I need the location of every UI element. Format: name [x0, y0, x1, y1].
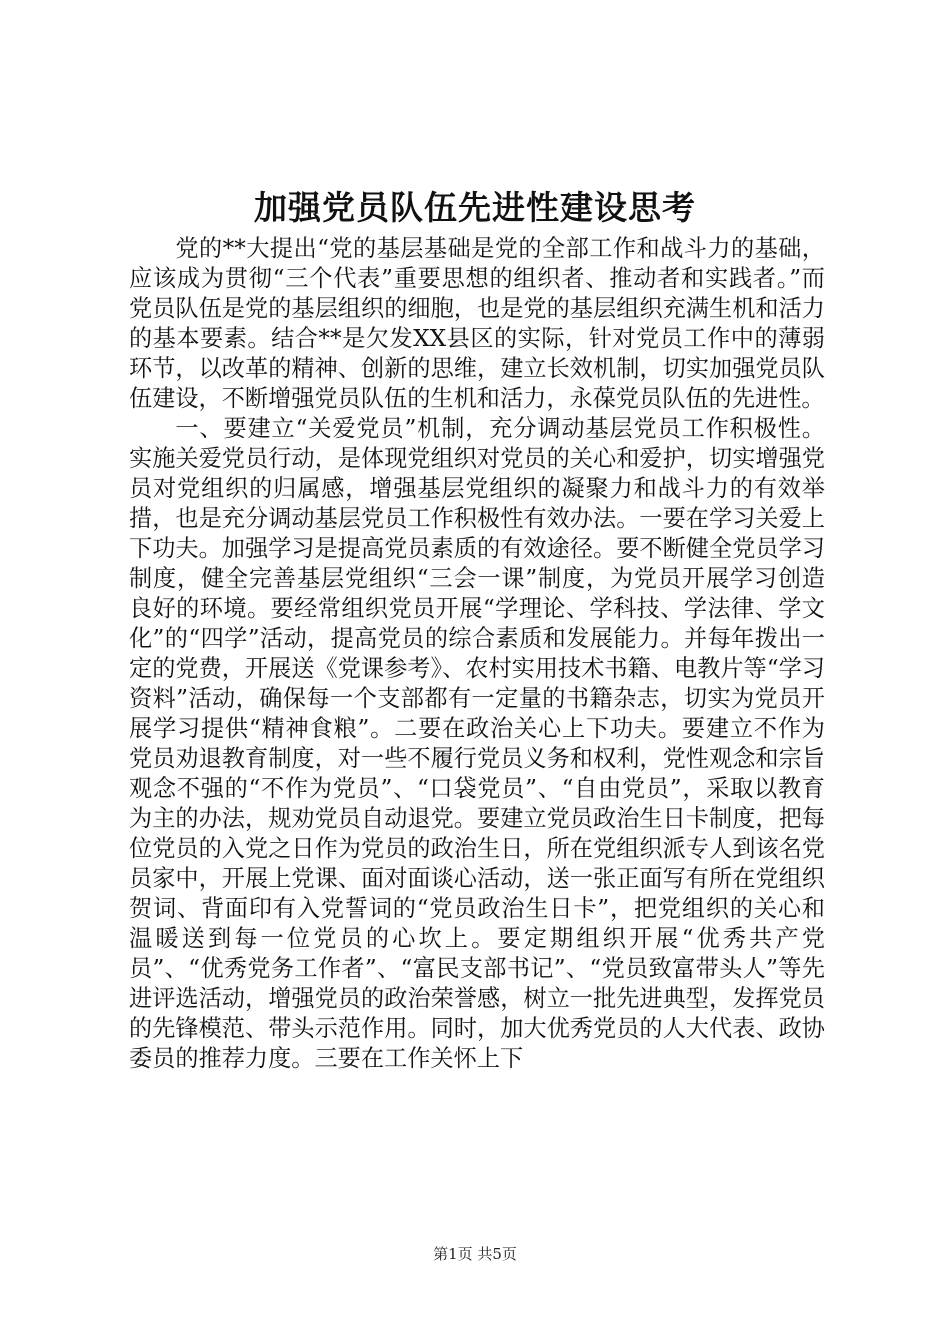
- body-paragraph-intro: 党的**大提出“党的基层基础是党的全部工作和战斗力的基础，应该成为贯彻“三个代表”重要思想的组织者、推动者和实践者。”而党员队伍是党的基层组织的细胞，也是党的基层组织充满生机和活力的基本要素。结合**是欠发XX县区的实际，针对党员工作中的薄弱环节，以改革的精神、创新的思维，建立长效机制，切实加强党员队伍建设，不断增强党员队伍的生机和活力，永葆党员队伍的先进性。: [129, 235, 825, 412]
- document-title: 加强党员队伍先进性建设思考: [254, 188, 696, 227]
- body-paragraph-section-1: 一、要建立“关爱党员”机制，充分调动基层党员工作积极性。实施关爱党员行动，是体现党组织对党员的关心和爱护，切实增强党员对党组织的归属感，增强基层党组织的凝聚力和战斗力的有效举措，也是充分调动基层党员工作积极性有效办法。一要在学习关爱上下功夫。加强学习是提高党员素质的有效途径。要不断健全党员学习制度，健全完善基层党组织“三会一课”制度，为党员开展学习创造良好的环境。要经常组织党员开展“学理论、学科技、学法律、学文化”的“四学”活动，提高党员的综合素质和发展能力。并每年拨出一定的党费，开展送《党课参考》、农村实用技术书籍、电教片等“学习资料”活动，确保每一个支部都有一定量的书籍杂志，切实为党员开展学习提供“精神食粮”。二要在政治关心上下功夫。要建立不作为党员劝退教育制度，对一些不履行党员义务和权利，党性观念和宗旨观念不强的“不作为党员”、“口袋党员”、“自由党员”，采取以教育为主的办法，规劝党员自动退党。要建立党员政治生日卡制度，把每位党员的入党之日作为党员的政治生日，所在党组织派专人到该名党员家中，开展上党课、面对面谈心活动，送一张正面写有所在党组织贺词、背面印有入党誓词的“党员政治生日卡”，把党组织的关心和温暖送到每一位党员的心坎上。要定期组织开展“优秀共产党员”、“优秀党务工作者”、“富民支部书记”、“党员致富带头人”等先进评选活动，增强党员的政治荣誉感，树立一批先进典型，发挥党员的先锋模范、带头示范作用。同时，加大优秀党员的人大代表、政协委员的推荐力度。三要在工作关怀上下: [129, 415, 825, 1072]
- page-number-footer: 第1页 共5页: [433, 1245, 517, 1263]
- document-body: [129, 234, 825, 1074]
